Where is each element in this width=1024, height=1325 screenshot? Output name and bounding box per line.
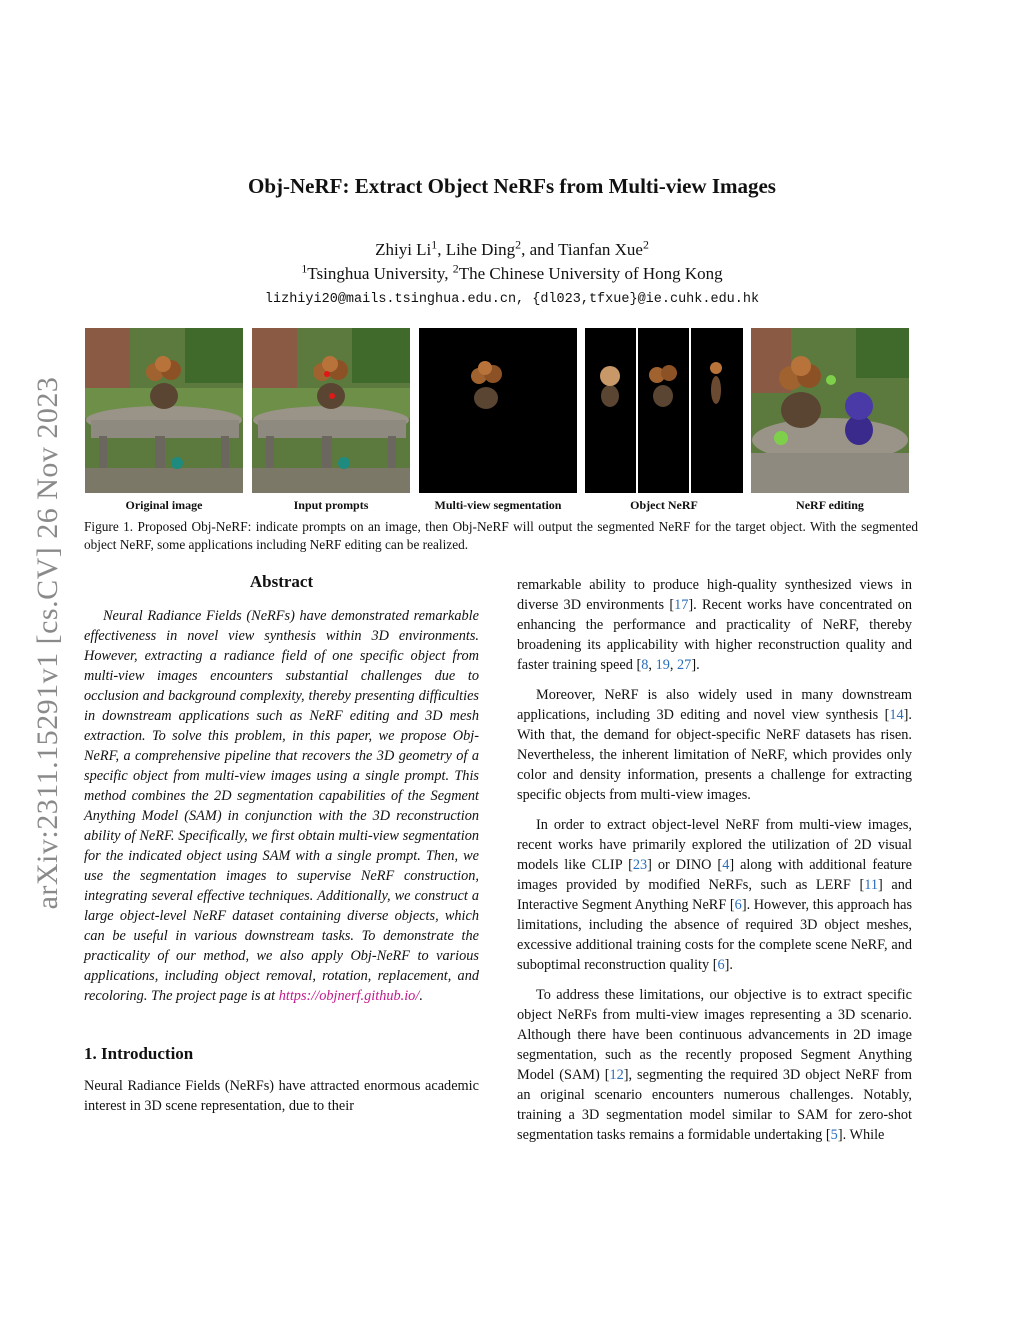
author-emails: lizhiyi20@mails.tsinghua.edu.cn, {dl023,tfxue}@ie.cuhk.edu.hk bbox=[264, 292, 760, 307]
citation-link[interactable]: 14 bbox=[889, 707, 904, 723]
arxiv-sidebar bbox=[30, 348, 66, 938]
affiliations: $^1$Tsinghua University, $^2$The Chinese University of Hong Kong bbox=[301, 261, 723, 283]
affil-sup: 2 bbox=[452, 261, 459, 276]
citation-link[interactable]: 5 bbox=[830, 1127, 838, 1143]
citation-link[interactable]: 6 bbox=[734, 897, 742, 913]
affil-name: Tsinghua University bbox=[307, 264, 445, 283]
affil-name: The Chinese University of Hong Kong bbox=[458, 264, 723, 283]
author-name: Zhiyi Li bbox=[375, 240, 432, 259]
body-paragraph: In order to extract object-level NeRF from multi-view images, recent works have primarily explored the utilization of 2D visual models like CLIP [23] or DINO [4] along with additional feature images provided by modified NeRFs, such as LERF [11] and Interactive Segment Anything NeRF [6]. However, this approach has limitations, including the absence of required 3D object meshes, excessive additional training costs for the complete scene NeRF, and suboptimal reconstruction quality [6]. bbox=[517, 817, 913, 973]
paper-title: Obj-NeRF: Extract Object NeRFs from Multi-view Images bbox=[248, 174, 776, 198]
panel-label: Multi-view segmentation bbox=[434, 498, 562, 512]
author-name: Lihe Ding bbox=[445, 240, 516, 259]
author-sup: 2 bbox=[515, 237, 522, 252]
citation-link[interactable]: 6 bbox=[717, 957, 725, 973]
figure-panel-original bbox=[85, 328, 243, 493]
citation-link[interactable]: 19 bbox=[655, 657, 670, 673]
abstract-heading: Abstract bbox=[249, 572, 314, 591]
panel-label: Original image bbox=[125, 498, 203, 512]
arxiv-id: arXiv:2311.15291v1 [cs.CV] 26 Nov 2023 bbox=[31, 376, 64, 910]
body-paragraph: Moreover, NeRF is also widely used in many downstream applications, including 3D editing and novel view synthesis [14]. With that, the demand for object-specific NeRF datasets has risen. Nevertheless, the inherent limitation of NeRF, which provides only color and density information, presents a challenge for extracting specific objects from multi-view images. bbox=[517, 687, 912, 803]
figure-panel-nerf-editing bbox=[751, 328, 909, 493]
citation-link[interactable]: 8 bbox=[641, 657, 649, 673]
panel-label: NeRF editing bbox=[796, 498, 864, 512]
citation-link[interactable]: 27 bbox=[677, 657, 692, 673]
citation-link[interactable]: 12 bbox=[609, 1067, 624, 1083]
body-paragraph: remarkable ability to produce high-quality synthesized views in diverse 3D environments [17]. Recent works have concentrated on enhancing the performance and practicality of NeRF, thereby broadening its applicability with higher reconstruction quality and faster training speed [8, 19, 27]. bbox=[517, 577, 912, 673]
citation-link[interactable]: 17 bbox=[674, 597, 689, 613]
panel-label: Input prompts bbox=[293, 498, 369, 512]
author-sup: 2 bbox=[642, 237, 649, 252]
citation-link[interactable]: 4 bbox=[722, 857, 730, 873]
citation-link[interactable]: 23 bbox=[632, 857, 648, 873]
author-sup: 1 bbox=[431, 237, 438, 252]
figure-caption: Figure 1. Proposed Obj-NeRF: indicate prompts on an image, then Obj-NeRF will output the segmented NeRF for the target object. With the segmented object NeRF, some applications including NeRF editing can be realized. bbox=[84, 519, 918, 552]
project-page-link[interactable]: https://objnerf.github.io/ bbox=[278, 988, 420, 1004]
citation-link[interactable]: 11 bbox=[864, 877, 878, 893]
right-column bbox=[517, 575, 912, 1155]
abstract-text: Neural Radiance Fields (NeRFs) have demonstrated remarkable effectiveness in novel view synthesis within 3D environments. However, extracting a radiance field of one specific object from multi-view images encounters substantial challenges due to occlusion and background complexity, thereby presenting difficulties in downstream applications such as NeRF editing and 3D mesh extraction. To solve this problem, in this paper, we propose Obj-NeRF, a comprehensive pipeline that recovers the 3D geometry of a specific object from multi-view images using a single prompt. This method combines the 2D segmentation capabilities of the Segment Anything Model (SAM) in conjunction with the 3D reconstruction ability of NeRF. Specifically, we first obtain multi-view segmentation for the indicated object using SAM with a single prompt. Then, we use the segmentation images to supervise NeRF construction, integrating several effective techniques. Additionally, we construct a large object-level NeRF dataset containing diverse objects, which can be useful in various downstream tasks. To demonstrate the practicality of our method, we also apply Obj-NeRF to various applications, including object removal, rotation, replacement, and recoloring. The project page is at https://objnerf.github.io/. bbox=[84, 608, 479, 1004]
affil-sup: 1 bbox=[301, 261, 308, 276]
body-paragraph: To address these limitations, our objective is to extract specific object NeRFs from multi-view images representing a 3D scenario. Although there have been continuous advancements in 2D image segmentation, such as the recently proposed Segment Anything Model (SAM) [12], segmenting the required 3D object NeRF from an original scenario encounters numerous challenges. Notably, training a 3D segmentation model similar to SAM for zero-shot segmentation tasks remains a formidable undertaking [5]. While bbox=[517, 987, 912, 1143]
figure-panel-object-nerf bbox=[585, 328, 743, 493]
figure-panel-prompts bbox=[252, 328, 410, 493]
section-heading: 1. Introduction bbox=[84, 1044, 194, 1063]
author-list: Zhiyi Li$^1$, Lihe Ding$^2$, and Tianfan Xue$^2$ bbox=[375, 237, 649, 259]
panel-label: Object NeRF bbox=[630, 498, 698, 512]
figure-panel-segmentation bbox=[419, 328, 577, 493]
left-column bbox=[84, 572, 479, 1126]
intro-paragraph: Neural Radiance Fields (NeRFs) have attracted enormous academic interest in 3D scene representation, due to their bbox=[84, 1078, 479, 1114]
author-name: Tianfan Xue bbox=[558, 240, 643, 259]
